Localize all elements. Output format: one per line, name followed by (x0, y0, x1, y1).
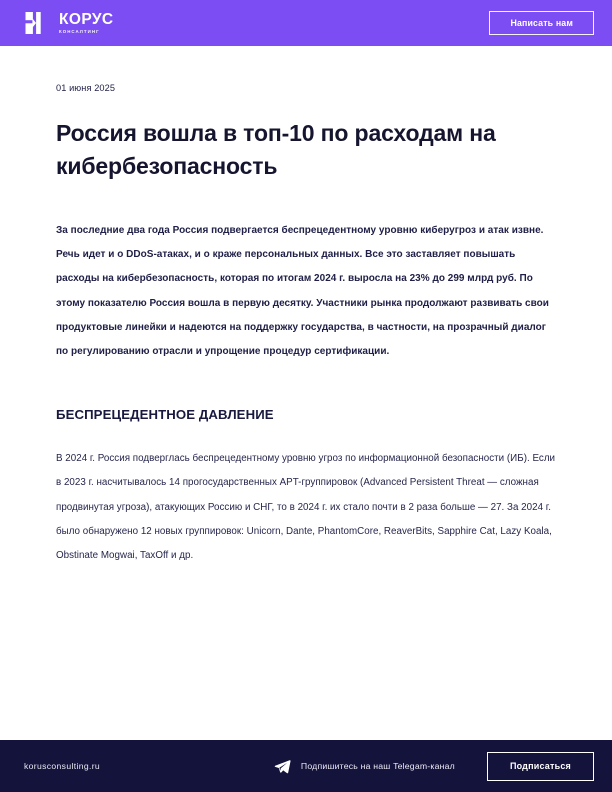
article-title: Россия вошла в топ-10 по расходам на кибербезопасность (56, 120, 496, 180)
telegram-paper-plane-icon (274, 758, 291, 775)
logo-title: КОРУС (59, 10, 114, 28)
site-footer (0, 740, 612, 792)
footer-website-link[interactable]: korusconsulting.ru (24, 761, 101, 771)
telegram-cta-text: Подпишитесь на наш Telegam-канал (300, 761, 455, 771)
article-body-paragraph: В 2024 г. Россия подверглась беспрецедентному уровню угроз по информационной безопасности (ИБ). Если в 2023 г. насчитывалось 14 прогосударственных APT-группировок (Advanced Persistent Threat — сложная продвинутая угроза), атакующих Россию и СНГ, то в 2024 г. их стало почти в 2 раза больше — 27. За 2024 г. было обнаружено 12 новых группировок: Unicorn, Dante, PhantomCore, ReaverBits, Sapphire Cat, Lazy Koala, Obstinate Mogwai, TaxOff и др. (56, 453, 556, 561)
article-date: 01 июня 2025 (56, 83, 116, 93)
contact-us-button[interactable]: Написать нам (489, 11, 594, 36)
logo-subtitle: КОНСАЛТИНГ (59, 28, 100, 34)
article-main (0, 46, 612, 740)
article-lead-paragraph: За последние два года Россия подвергается беспрецедентному уровню киберугроз и атак извне. Речь идет и о DDoS-атаках, и о краже персональных данных. Все это заставляет повышать расходы на кибербезопасность, которая по итогам 2024 г. выросла на 23% до 299 млрд руб. По этому показателю Россия вошла в первую десятку. Участники рынка продолжают развивать свои продуктовые линейки и надеются на поддержку государства, в частности, на прозрачный диалог по регулированию отрасли и упрощение процедур сертификации. (56, 224, 549, 357)
logo-wordmark (59, 12, 114, 34)
section-heading: БЕСПРЕЦЕДЕНТНОЕ ДАВЛЕНИЕ (56, 407, 274, 423)
korus-logo[interactable] (24, 10, 114, 36)
korus-k-mark-icon (24, 10, 50, 36)
subscribe-button[interactable]: Подписаться (487, 752, 594, 781)
site-header (0, 0, 612, 46)
telegram-cta[interactable] (274, 758, 455, 775)
